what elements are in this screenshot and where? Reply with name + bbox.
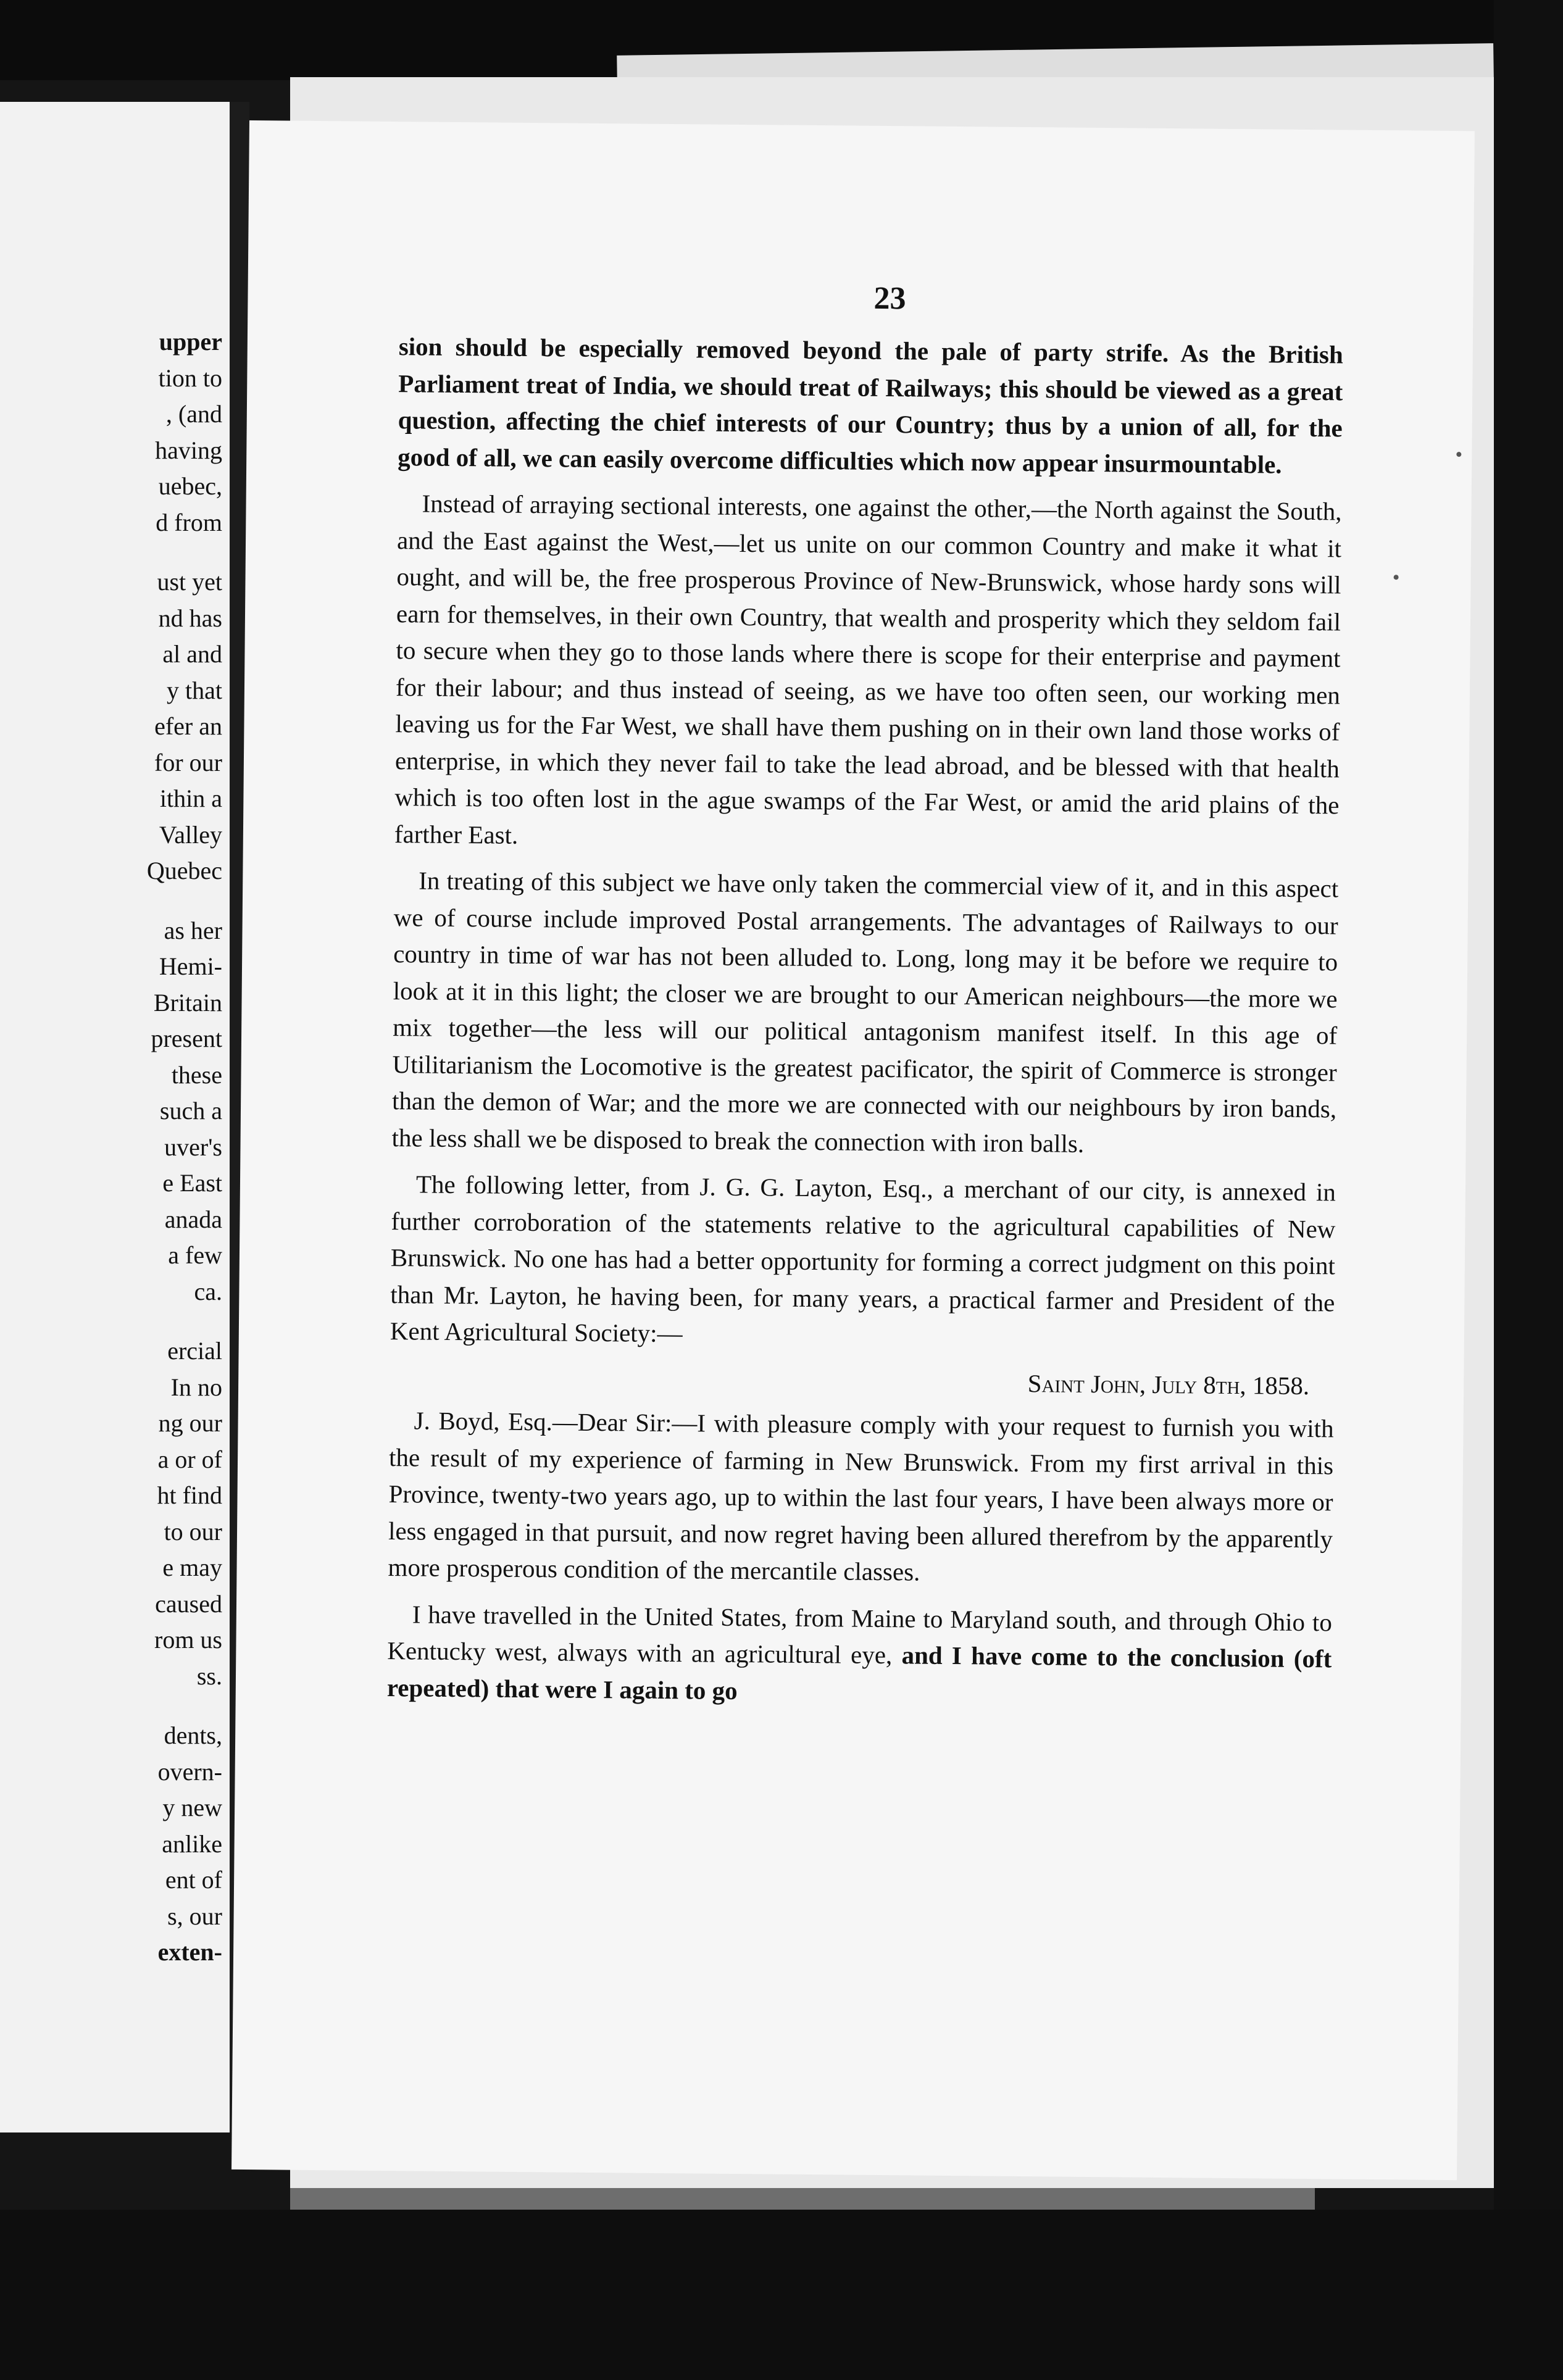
left-page-line: ent of bbox=[165, 1866, 222, 1894]
paragraph-sectional-interests: Instead of arraying sectional interests, one against the other,—the North against the South, and the East against the West,—let us unite on our common Country and make it what it ought, and will be, the free prosperous Province of New-Brunswick, whose hardy sons will earn for themselves, in their own Country, that wealth and prosperity which they seldom fail to secure when they go to those lands where there is scope for their enterprise and payment for their labour; and thus instead of seeing, as we have too often seen, our working men leaving us for the Far West, we shall have them pushing on in their own land those works of enterprise, in which they never fail to take the lead abroad, and be blessed with that health which is too often lost in the ague swamps of the Far West, or amid the arid plains of the farther East. bbox=[394, 489, 1342, 849]
left-page-line: exten- bbox=[157, 1938, 222, 1966]
left-page-line: e may bbox=[162, 1554, 222, 1581]
left-page-line: upper bbox=[159, 328, 222, 356]
left-page-line: a few bbox=[168, 1241, 222, 1269]
left-page-line: efer an bbox=[154, 712, 222, 740]
left-page-line bbox=[147, 1310, 222, 1333]
left-page-line: dents, bbox=[164, 1721, 222, 1749]
left-page-line: Valley bbox=[159, 820, 222, 849]
left-page-line: these bbox=[171, 1060, 222, 1089]
left-page-line: caused bbox=[155, 1589, 222, 1618]
left-page-line: ng our bbox=[158, 1409, 222, 1437]
left-page-line: overn- bbox=[157, 1757, 222, 1786]
left-page-line: e East bbox=[162, 1169, 222, 1197]
left-page-line: uebec, bbox=[158, 472, 222, 500]
left-page-line: ss. bbox=[196, 1662, 222, 1690]
scan-border-bottom bbox=[0, 2210, 1563, 2380]
left-page-line: Hemi- bbox=[159, 952, 222, 980]
left-page-line: ust yet bbox=[157, 568, 222, 596]
left-page-line: tion to bbox=[158, 364, 222, 392]
left-page-line: as her bbox=[164, 916, 222, 944]
left-page-line: for our bbox=[154, 748, 222, 776]
travels-conclusion-line: and I have come to the conclusion (oft repeated) that were I again to go bbox=[386, 1641, 1332, 1705]
left-page-line: Quebec bbox=[146, 857, 222, 884]
left-page-line: ht find bbox=[157, 1481, 222, 1509]
left-page-line: rom us bbox=[154, 1626, 222, 1654]
page-body bbox=[387, 328, 1343, 1714]
left-page-line: present bbox=[151, 1025, 222, 1052]
left-page-line: s, our bbox=[167, 1902, 222, 1930]
page-number: 23 bbox=[873, 280, 906, 317]
left-page-fragment bbox=[0, 102, 230, 2132]
left-page-line: having bbox=[155, 436, 222, 464]
left-page-line bbox=[147, 889, 222, 913]
left-page-line bbox=[147, 541, 222, 564]
left-page-line: y that bbox=[167, 676, 222, 704]
paragraph-party-strife: sion should be especially removed beyond the pale of party strife. As the British Parliament treat of India, we should treat of Railways; this should be viewed as a great question, affecting the chief interests of our Country; thus by a union of all, for the good of all, we can easily overcome difficulties which now appear insurmountable. bbox=[398, 332, 1343, 479]
main-page bbox=[231, 120, 1475, 2180]
left-page-line: , (and bbox=[165, 400, 222, 428]
paragraph-layton-letter-intro: The following letter, from J. G. G. Layton, Esq., a merchant of our city, is annexed in further corroboration of the statements relative to the agricultural capabilities of New Brunswick. No one has had a better opportunity for forming a correct judgment on this point than Mr. Layton, he having been, for many years, a practical farmer and President of the Kent Agricultural Society:— bbox=[390, 1170, 1336, 1348]
left-page-line: al and bbox=[162, 640, 222, 668]
left-page-line: d from bbox=[156, 508, 222, 536]
travels-text: I have travelled in the United States, from Maine to Maryland south, and through Ohio to Kentucky west, always with an agricultural eye, bbox=[387, 1599, 1333, 1670]
scan-border-right bbox=[1494, 0, 1563, 2380]
left-page-line: Britain bbox=[153, 988, 222, 1017]
ink-speck bbox=[1456, 452, 1461, 457]
letter-dateline: Saint John, July 8th, 1858. bbox=[1027, 1368, 1310, 1400]
left-page-line: ithin a bbox=[159, 784, 222, 812]
left-page-line: y new bbox=[162, 1794, 222, 1821]
left-page-line: anada bbox=[164, 1205, 222, 1233]
left-page-line: uver's bbox=[164, 1133, 222, 1161]
left-page-line: to our bbox=[164, 1517, 222, 1546]
left-page-line: ca. bbox=[194, 1277, 222, 1305]
paragraph-letter-salutation: J. Boyd, Esq.—Dear Sir:—I with pleasure comply with your request to furnish you with the result of my experience of farming in New Brunswick. From my first arrival in this Province, twenty-two years ago, up to within the last four years, I have been always more or less engaged in that pursuit, and now regret having been allured therefrom by the apparently more prosperous condition of the mercantile classes. bbox=[388, 1406, 1334, 1586]
left-page-text bbox=[147, 324, 222, 1971]
left-page-line: ercial bbox=[167, 1337, 222, 1365]
left-page-line: In no bbox=[170, 1373, 222, 1401]
paragraph-travels bbox=[387, 1596, 1332, 1715]
ink-speck bbox=[1394, 575, 1399, 580]
paragraph-commercial-view: In treating of this subject we have only taken the commercial view of it, and in this aspect we of course include improved Postal arrangements. The advantages of Railways to our country in time of war has not been alluded to. Long, long may it be before we require to look at it in this light; the closer we are brought to our American neighbours—the more we mix together—the less will our political antagonism manifest itself. In this age of Utilitarianism the Locomotive is the greatest pacificator, the spirit of Commerce is stronger than the demon of War; and the more we are connected with our neighbours by iron bands, the less shall we be disposed to break the connection with iron balls. bbox=[391, 866, 1339, 1158]
left-page-line: a or of bbox=[157, 1445, 222, 1473]
left-page-line bbox=[147, 1694, 222, 1718]
left-page-line: anlike bbox=[162, 1829, 222, 1858]
left-page-line: nd has bbox=[158, 604, 222, 632]
left-page-line: such a bbox=[159, 1097, 222, 1125]
